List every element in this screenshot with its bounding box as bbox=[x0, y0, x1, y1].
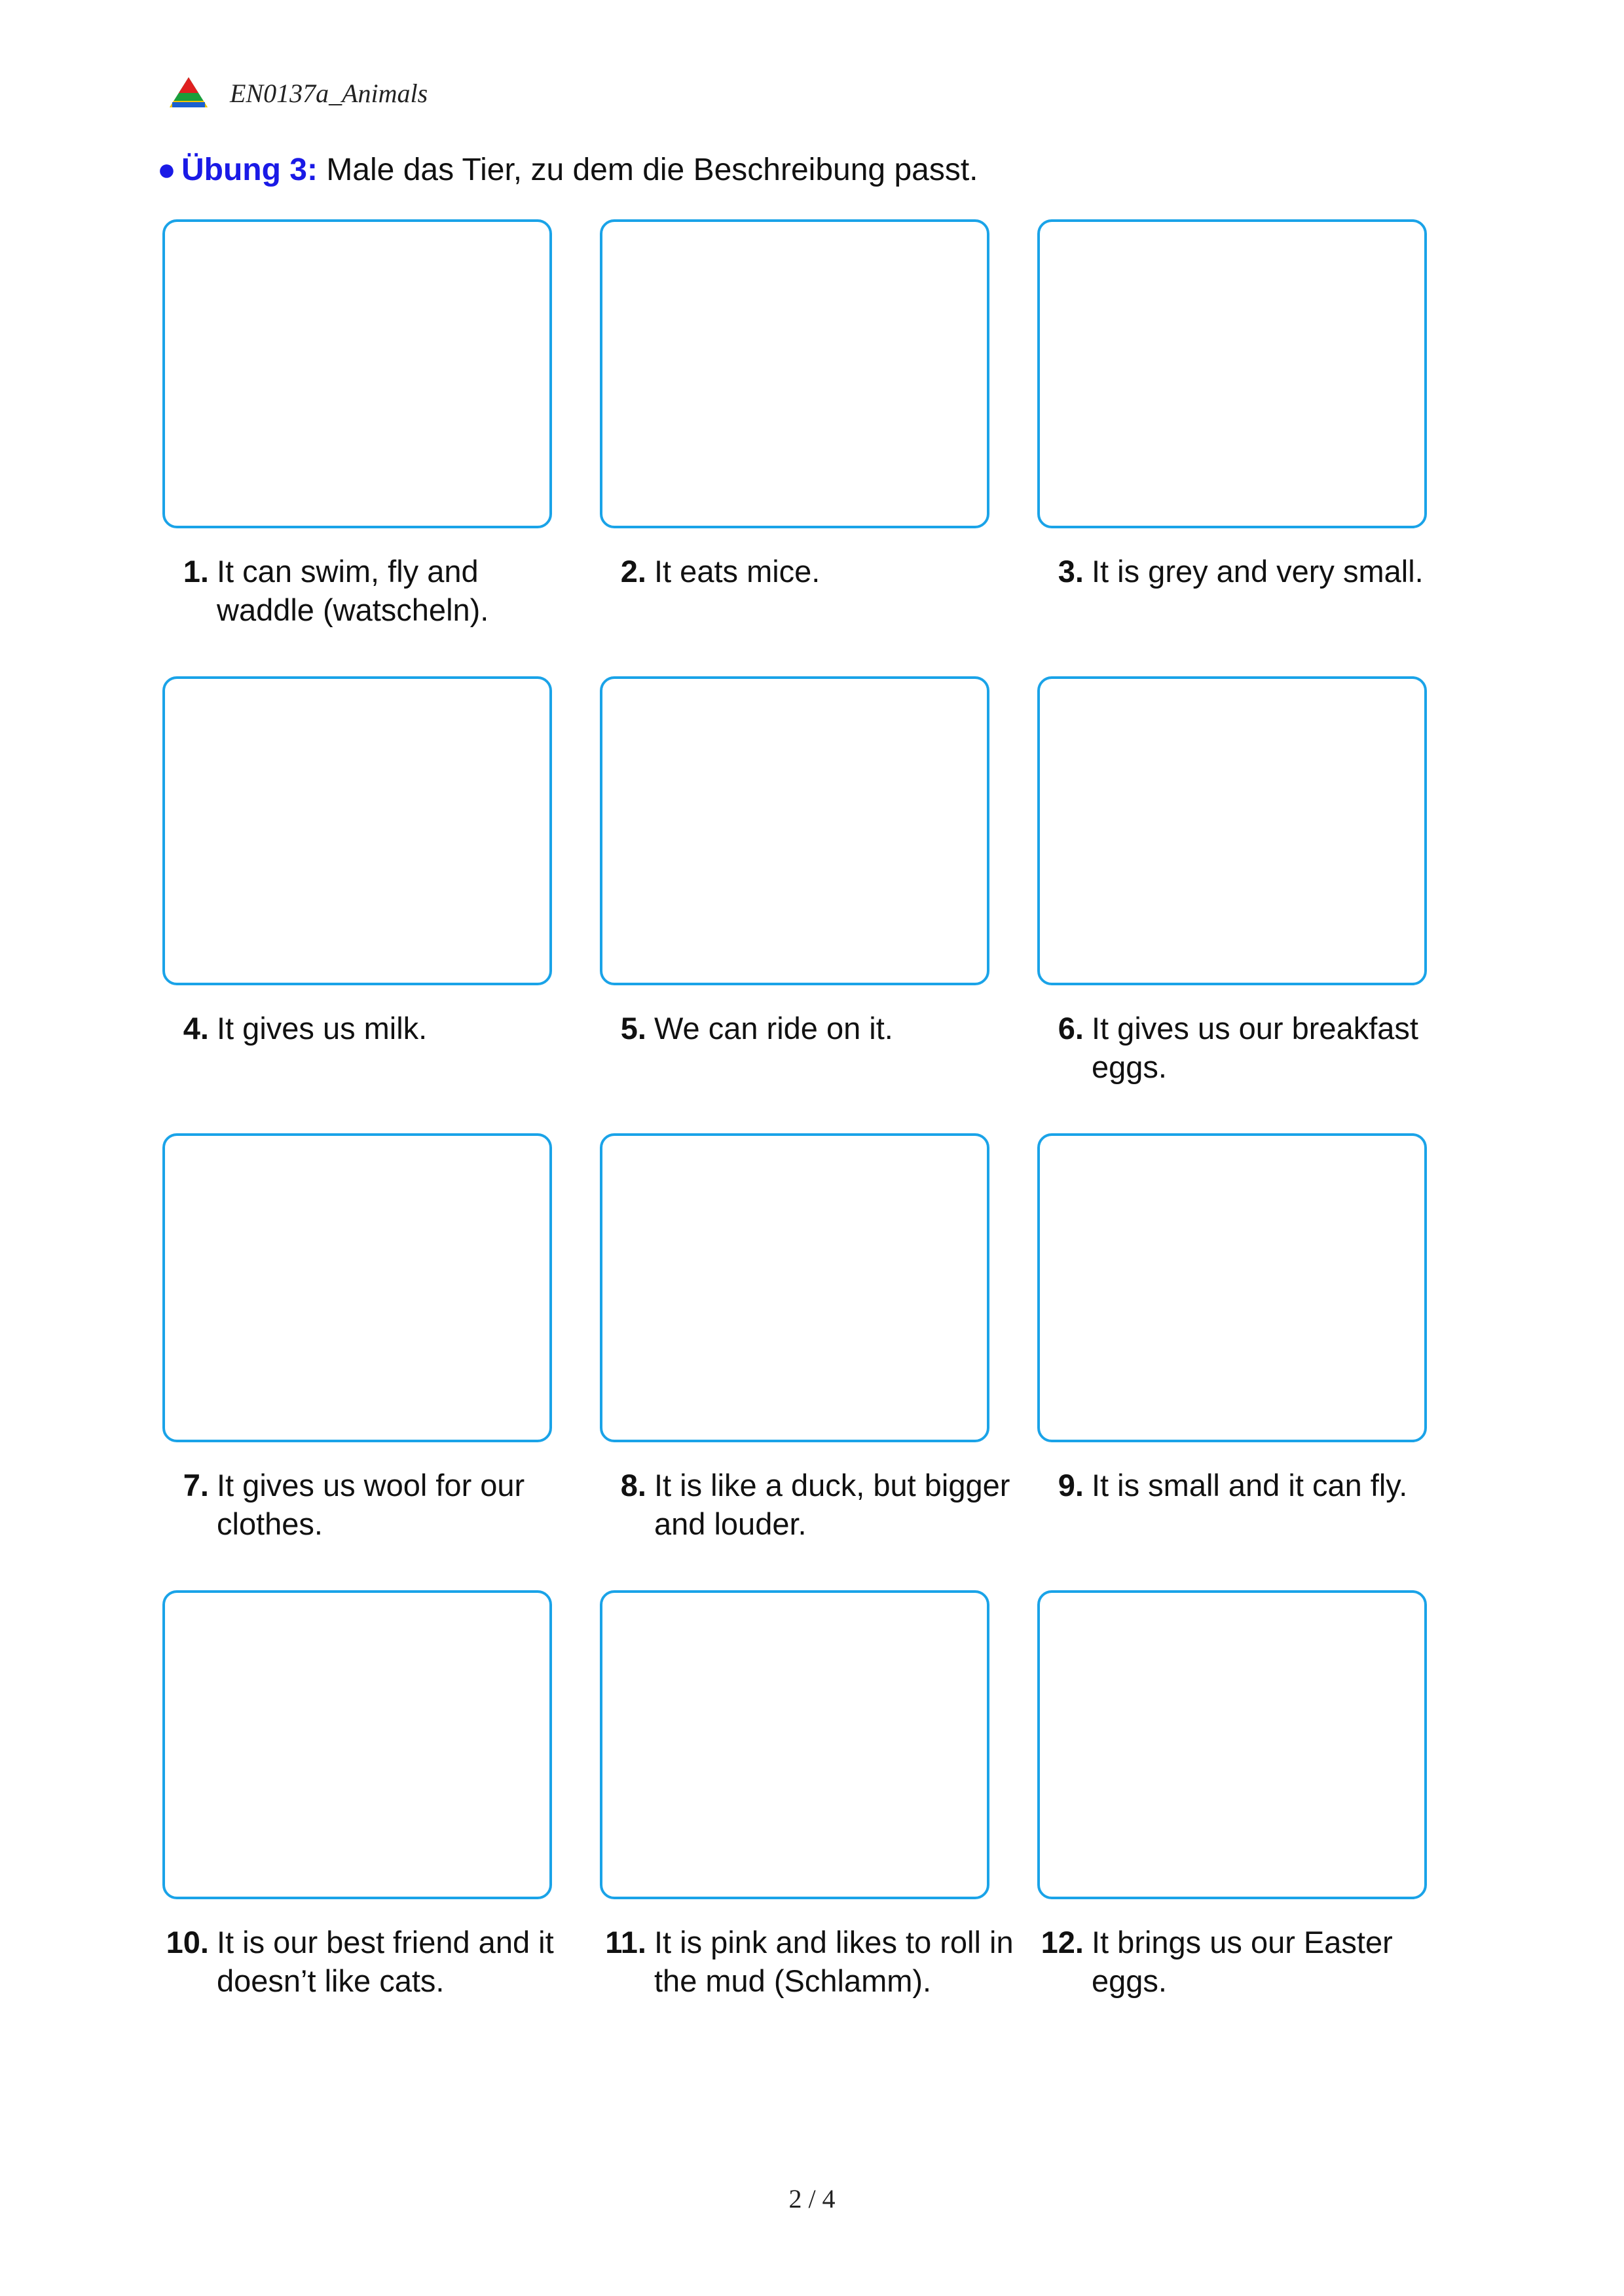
item-number: 3. bbox=[1058, 554, 1084, 589]
item-number: 4. bbox=[183, 1011, 209, 1046]
drawing-box[interactable] bbox=[1037, 219, 1427, 528]
description bbox=[620, 1009, 1021, 1048]
instruction-text: Male das Tier, zu dem die Beschreibung passt. bbox=[326, 153, 978, 187]
item-text: It is grey and very small. bbox=[1092, 554, 1424, 589]
drawing-box[interactable] bbox=[162, 1133, 552, 1442]
description bbox=[605, 1923, 1021, 2000]
item-number: 1. bbox=[183, 554, 209, 589]
item-text: We can ride on it. bbox=[654, 1011, 893, 1046]
item-text: It is our best friend and it doesn’t like cats. bbox=[217, 1925, 554, 1998]
item-number: 6. bbox=[1058, 1011, 1084, 1046]
item-text: It is like a duck, but bigger and louder. bbox=[654, 1468, 1010, 1541]
item-number: 12. bbox=[1041, 1925, 1084, 1959]
item-text: It gives us milk. bbox=[217, 1011, 428, 1046]
drawing-box[interactable] bbox=[1037, 1590, 1427, 1899]
item-number: 7. bbox=[183, 1468, 209, 1503]
item-number: 5. bbox=[620, 1011, 646, 1046]
description bbox=[620, 552, 1021, 591]
drawing-box[interactable] bbox=[1037, 1133, 1427, 1442]
item-number: 11. bbox=[605, 1925, 646, 1959]
description bbox=[1058, 552, 1458, 591]
exercise-label: Übung 3: bbox=[181, 153, 318, 187]
item-number: 9. bbox=[1058, 1468, 1084, 1503]
item-text: It is pink and likes to roll in the mud (Schlamm). bbox=[654, 1925, 1014, 1998]
drawing-box[interactable] bbox=[162, 219, 552, 528]
bullet-icon: ● bbox=[157, 153, 176, 187]
item-text: It eats mice. bbox=[654, 554, 821, 589]
item-number: 10. bbox=[166, 1925, 209, 1959]
drawing-box[interactable] bbox=[600, 1133, 989, 1442]
drawing-box[interactable] bbox=[600, 1590, 989, 1899]
description bbox=[1041, 1923, 1458, 2000]
item-number: 8. bbox=[620, 1468, 646, 1503]
page-number: 2 / 4 bbox=[788, 2184, 836, 2214]
item-text: It can swim, fly and waddle (watscheln). bbox=[217, 554, 489, 627]
drawing-box[interactable] bbox=[162, 1590, 552, 1899]
item-text: It brings us our Easter eggs. bbox=[1092, 1925, 1393, 1998]
description bbox=[183, 552, 583, 629]
item-number: 2. bbox=[620, 554, 646, 589]
description bbox=[166, 1923, 583, 2000]
document-id: EN0137a_Animals bbox=[230, 78, 428, 108]
item-text: It gives us our breakfast eggs. bbox=[1092, 1011, 1418, 1084]
drawing-box[interactable] bbox=[600, 676, 989, 985]
drawing-box[interactable] bbox=[1037, 676, 1427, 985]
item-text: It gives us wool for our clothes. bbox=[217, 1468, 525, 1541]
header bbox=[167, 73, 428, 113]
item-text: It is small and it can fly. bbox=[1092, 1468, 1408, 1503]
logo-icon bbox=[167, 76, 210, 110]
drawing-box[interactable] bbox=[162, 676, 552, 985]
description bbox=[620, 1466, 1021, 1543]
drawing-box[interactable] bbox=[600, 219, 989, 528]
exercise-instruction bbox=[157, 152, 978, 188]
description bbox=[183, 1009, 583, 1048]
description bbox=[1058, 1466, 1458, 1504]
description bbox=[183, 1466, 583, 1543]
description bbox=[1058, 1009, 1458, 1086]
